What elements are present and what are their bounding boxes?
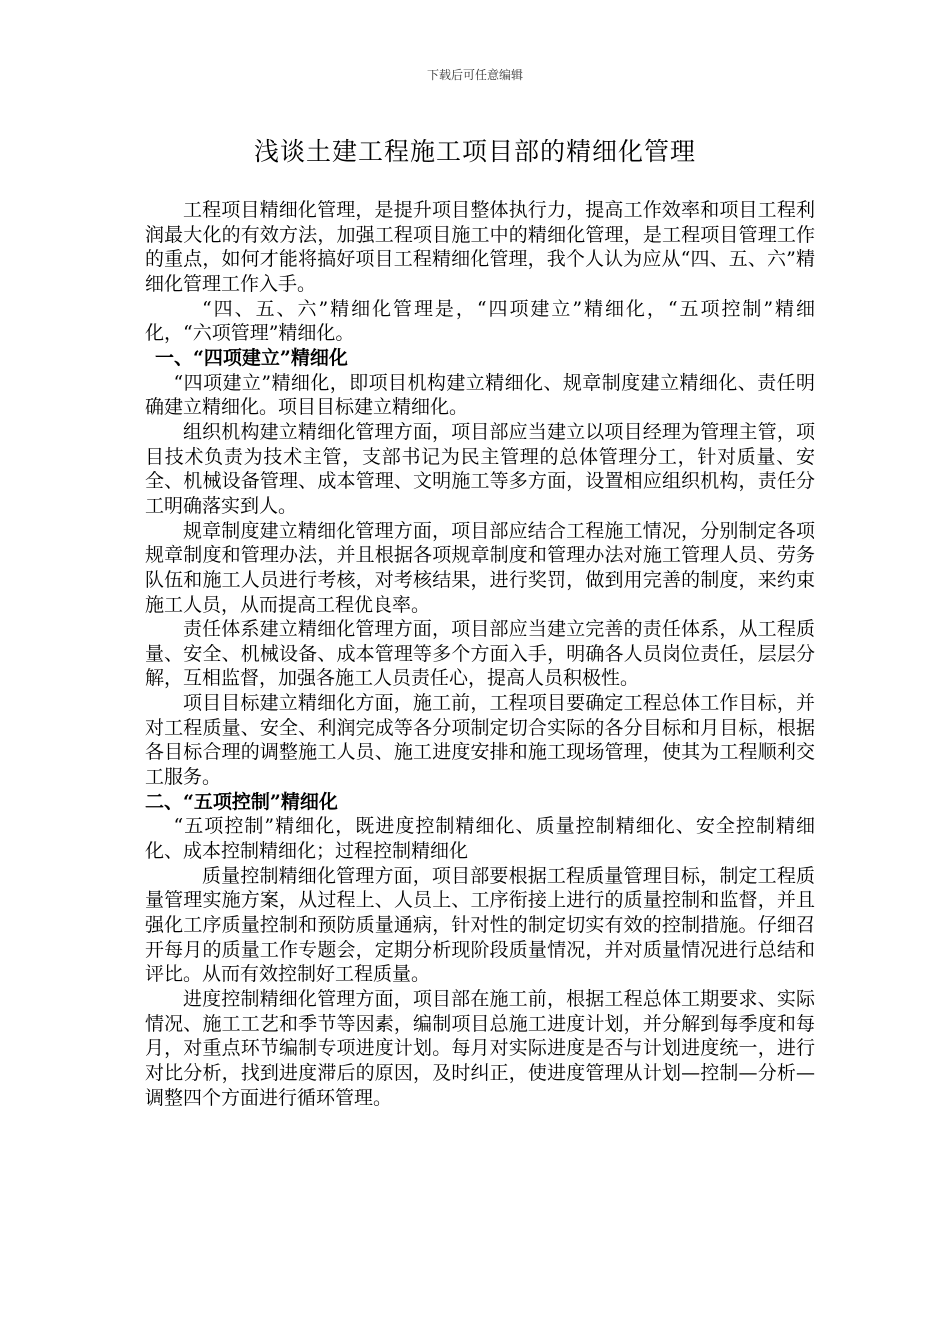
paragraph-quality: 质量控制精细化管理方面，项目部要根据工程质量管理目标，制定工程质量管理实施方案，从过程上、人员上、工序衔接上进行的质量控制和监督，并且强化工序质量控制和预防质量通病，针对性的制定切实有效的控制措施。仔细召开每月的质量工作专题会，定期分析现阶段质量情况，并对质量情况进行总结和评比。从而有效控制好工程质量。 bbox=[145, 864, 815, 986]
paragraph-regulations: 规章制度建立精细化管理方面，项目部应结合工程施工情况，分别制定各项规章制度和管理办法，并且根据各项规章制度和管理办法对施工管理人员、劳务队伍和施工人员进行考核，对考核结果，进行奖罚，做到用完善的制度，来约束施工人员，从而提高工程优良率。 bbox=[145, 519, 815, 616]
paragraph-intro: 工程项目精细化管理，是提升项目整体执行力，提高工作效率和项目工程利润最大化的有效方法，加强工程项目施工中的精细化管理，是工程项目管理工作的重点，如何才能将搞好项目工程精细化管理，我个人认为应从“四、五、六”精细化管理工作入手。 bbox=[145, 199, 815, 295]
paragraph-four-items: “四项建立”精细化，即项目机构建立精细化、规章制度建立精细化、责任明确建立精细化。项目目标建立精细化。 bbox=[145, 371, 815, 419]
paragraph-organization: 组织机构建立精细化管理方面，项目部应当建立以项目经理为管理主管，项目技术负责为技术主管，支部书记为民主管理的总体管理分工，针对质量、安全、机械设备管理、成本管理、文明施工等多方面，设置相应组织机构，责任分工明确落实到人。 bbox=[145, 420, 815, 517]
section-heading-1: 一、“四项建立”精细化 bbox=[155, 346, 348, 369]
document-body bbox=[145, 198, 815, 1110]
paragraph-targets: 项目目标建立精细化方面，施工前，工程项目要确定工程总体工作目标，并对工程质量、安全、利润完成等各分项制定切合实际的各分目标和月目标，根据各目标合理的调整施工人员、施工进度安排和施工现场管理，使其为工程顺利交工服务。 bbox=[145, 692, 815, 789]
paragraph-five-controls: “五项控制”精细化，既进度控制精细化、质量控制精细化、安全控制精细化、成本控制精细化；过程控制精细化 bbox=[145, 815, 815, 863]
document-title: 浅谈土建工程施工项目部的精细化管理 bbox=[253, 137, 696, 166]
paragraph-overview: “四、五、六”精细化管理是，“四项建立”精细化，“五项控制”精细化，“六项管理”精细化。 bbox=[145, 297, 815, 345]
paragraph-responsibility: 责任体系建立精细化管理方面，项目部应当建立完善的责任体系，从工程质量、安全、机械设备、成本管理等多个方面入手，明确各人员岗位责任，层层分解，互相监督，加强各施工人员责任心，提高人员积极性。 bbox=[145, 618, 815, 690]
section-heading-2: 二、“五项控制”精细化 bbox=[145, 790, 338, 813]
paragraph-schedule: 进度控制精细化管理方面，项目部在施工前，根据工程总体工期要求、实际情况、施工工艺和季节等因素，编制项目总施工进度计划，并分解到每季度和每月，对重点环节编制专项进度计划。每月对实际进度是否与计划进度统一，进行对比分析，找到进度滞后的原因，及时纠正，使进度管理从计划—控制—分析—调整四个方面进行循环管理。 bbox=[145, 988, 815, 1109]
header-note: 下载后可任意编辑 bbox=[426, 68, 523, 82]
